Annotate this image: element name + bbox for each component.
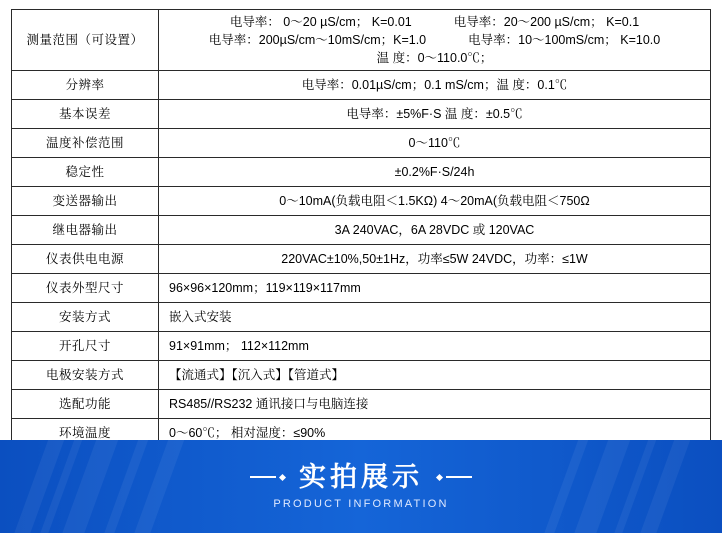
spec-value: 电导率：0.01µS/cm；0.1 mS/cm；温 度：0.1℃ — [159, 71, 711, 100]
spec-label: 仪表供电电源 — [12, 245, 159, 274]
spec-value: 3A 240VAC，6A 28VDC 或 120VAC — [159, 216, 711, 245]
spec-label: 继电器输出 — [12, 216, 159, 245]
ornament-right-icon — [437, 475, 472, 480]
spec-label: 温度补偿范围 — [12, 129, 159, 158]
spec-label: 仪表外型尺寸 — [12, 274, 159, 303]
table-row — [12, 71, 711, 100]
range-line-3-text: 温 度：0～110.0℃； — [376, 51, 493, 66]
banner-title-row — [250, 461, 472, 492]
range-line-1-right: 电导率：20～200 µS/cm； K=0.1 — [453, 15, 640, 29]
spec-value: 嵌入式安装 — [159, 303, 711, 332]
spec-label: 测量范围（可设置） — [12, 10, 159, 71]
product-information-banner — [0, 440, 722, 533]
range-line-1 — [163, 13, 706, 31]
ornament-bar — [446, 476, 472, 478]
ornament-diamond — [436, 473, 443, 480]
specification-table — [11, 9, 711, 477]
spec-label: 变送器输出 — [12, 187, 159, 216]
table-row — [12, 245, 711, 274]
spec-value: RS485//RS232 通讯接口与电脑连接 — [159, 390, 711, 419]
spec-value-measuring-range — [159, 10, 711, 71]
spec-value: 96×96×120mm；119×119×117mm — [159, 274, 711, 303]
spec-value: 【流通式】【沉入式】【管道式】 — [159, 361, 711, 390]
spec-label: 选配功能 — [12, 390, 159, 419]
table-row — [12, 216, 711, 245]
table-row — [12, 10, 711, 71]
range-line-3 — [163, 49, 706, 67]
ornament-bar — [250, 476, 276, 478]
table-row — [12, 187, 711, 216]
spec-value: 91×91mm； 112×112mm — [159, 332, 711, 361]
spec-value: 0～60℃； 相对湿度：≤90% — [159, 419, 711, 448]
spec-value: 220VAC±10%,50±1Hz，功率≤5W 24VDC，功率：≤1W — [159, 245, 711, 274]
spec-label: 分辨率 — [12, 71, 159, 100]
banner-subtitle: PRODUCT INFORMATION — [273, 497, 449, 510]
table-row — [12, 274, 711, 303]
banner-title: 实拍展示 — [299, 461, 423, 492]
table-row — [12, 390, 711, 419]
table-row — [12, 129, 711, 158]
range-line-2 — [163, 31, 706, 49]
spec-label: 电极安装方式 — [12, 361, 159, 390]
range-line-1-left: 电导率： 0～20 µS/cm； K=0.01 — [229, 15, 412, 29]
spec-label: 安装方式 — [12, 303, 159, 332]
table-row — [12, 332, 711, 361]
range-line-2-right: 电导率：10～100mS/cm； K=10.0 — [468, 33, 661, 48]
spec-label: 开孔尺寸 — [12, 332, 159, 361]
ornament-left-icon — [250, 475, 285, 480]
specification-table-body — [12, 10, 711, 477]
spec-value: 0～110℃ — [159, 129, 711, 158]
spec-value: 0～10mA(负载电阻＜1.5KΩ) 4～20mA(负载电阻＜750Ω — [159, 187, 711, 216]
table-row — [12, 158, 711, 187]
banner-content — [0, 440, 722, 533]
table-row — [12, 303, 711, 332]
table-row — [12, 361, 711, 390]
spec-label: 稳定性 — [12, 158, 159, 187]
range-line-2-left: 电导率：200µS/cm～10mS/cm；K=1.0 — [208, 33, 427, 48]
spec-label: 环境温度 — [12, 419, 159, 448]
spec-label: 基本误差 — [12, 100, 159, 129]
ornament-diamond — [279, 473, 286, 480]
spec-value: ±0.2%F·S/24h — [159, 158, 711, 187]
table-row — [12, 100, 711, 129]
spec-value: 电导率：±5%F·S 温 度：±0.5℃ — [159, 100, 711, 129]
